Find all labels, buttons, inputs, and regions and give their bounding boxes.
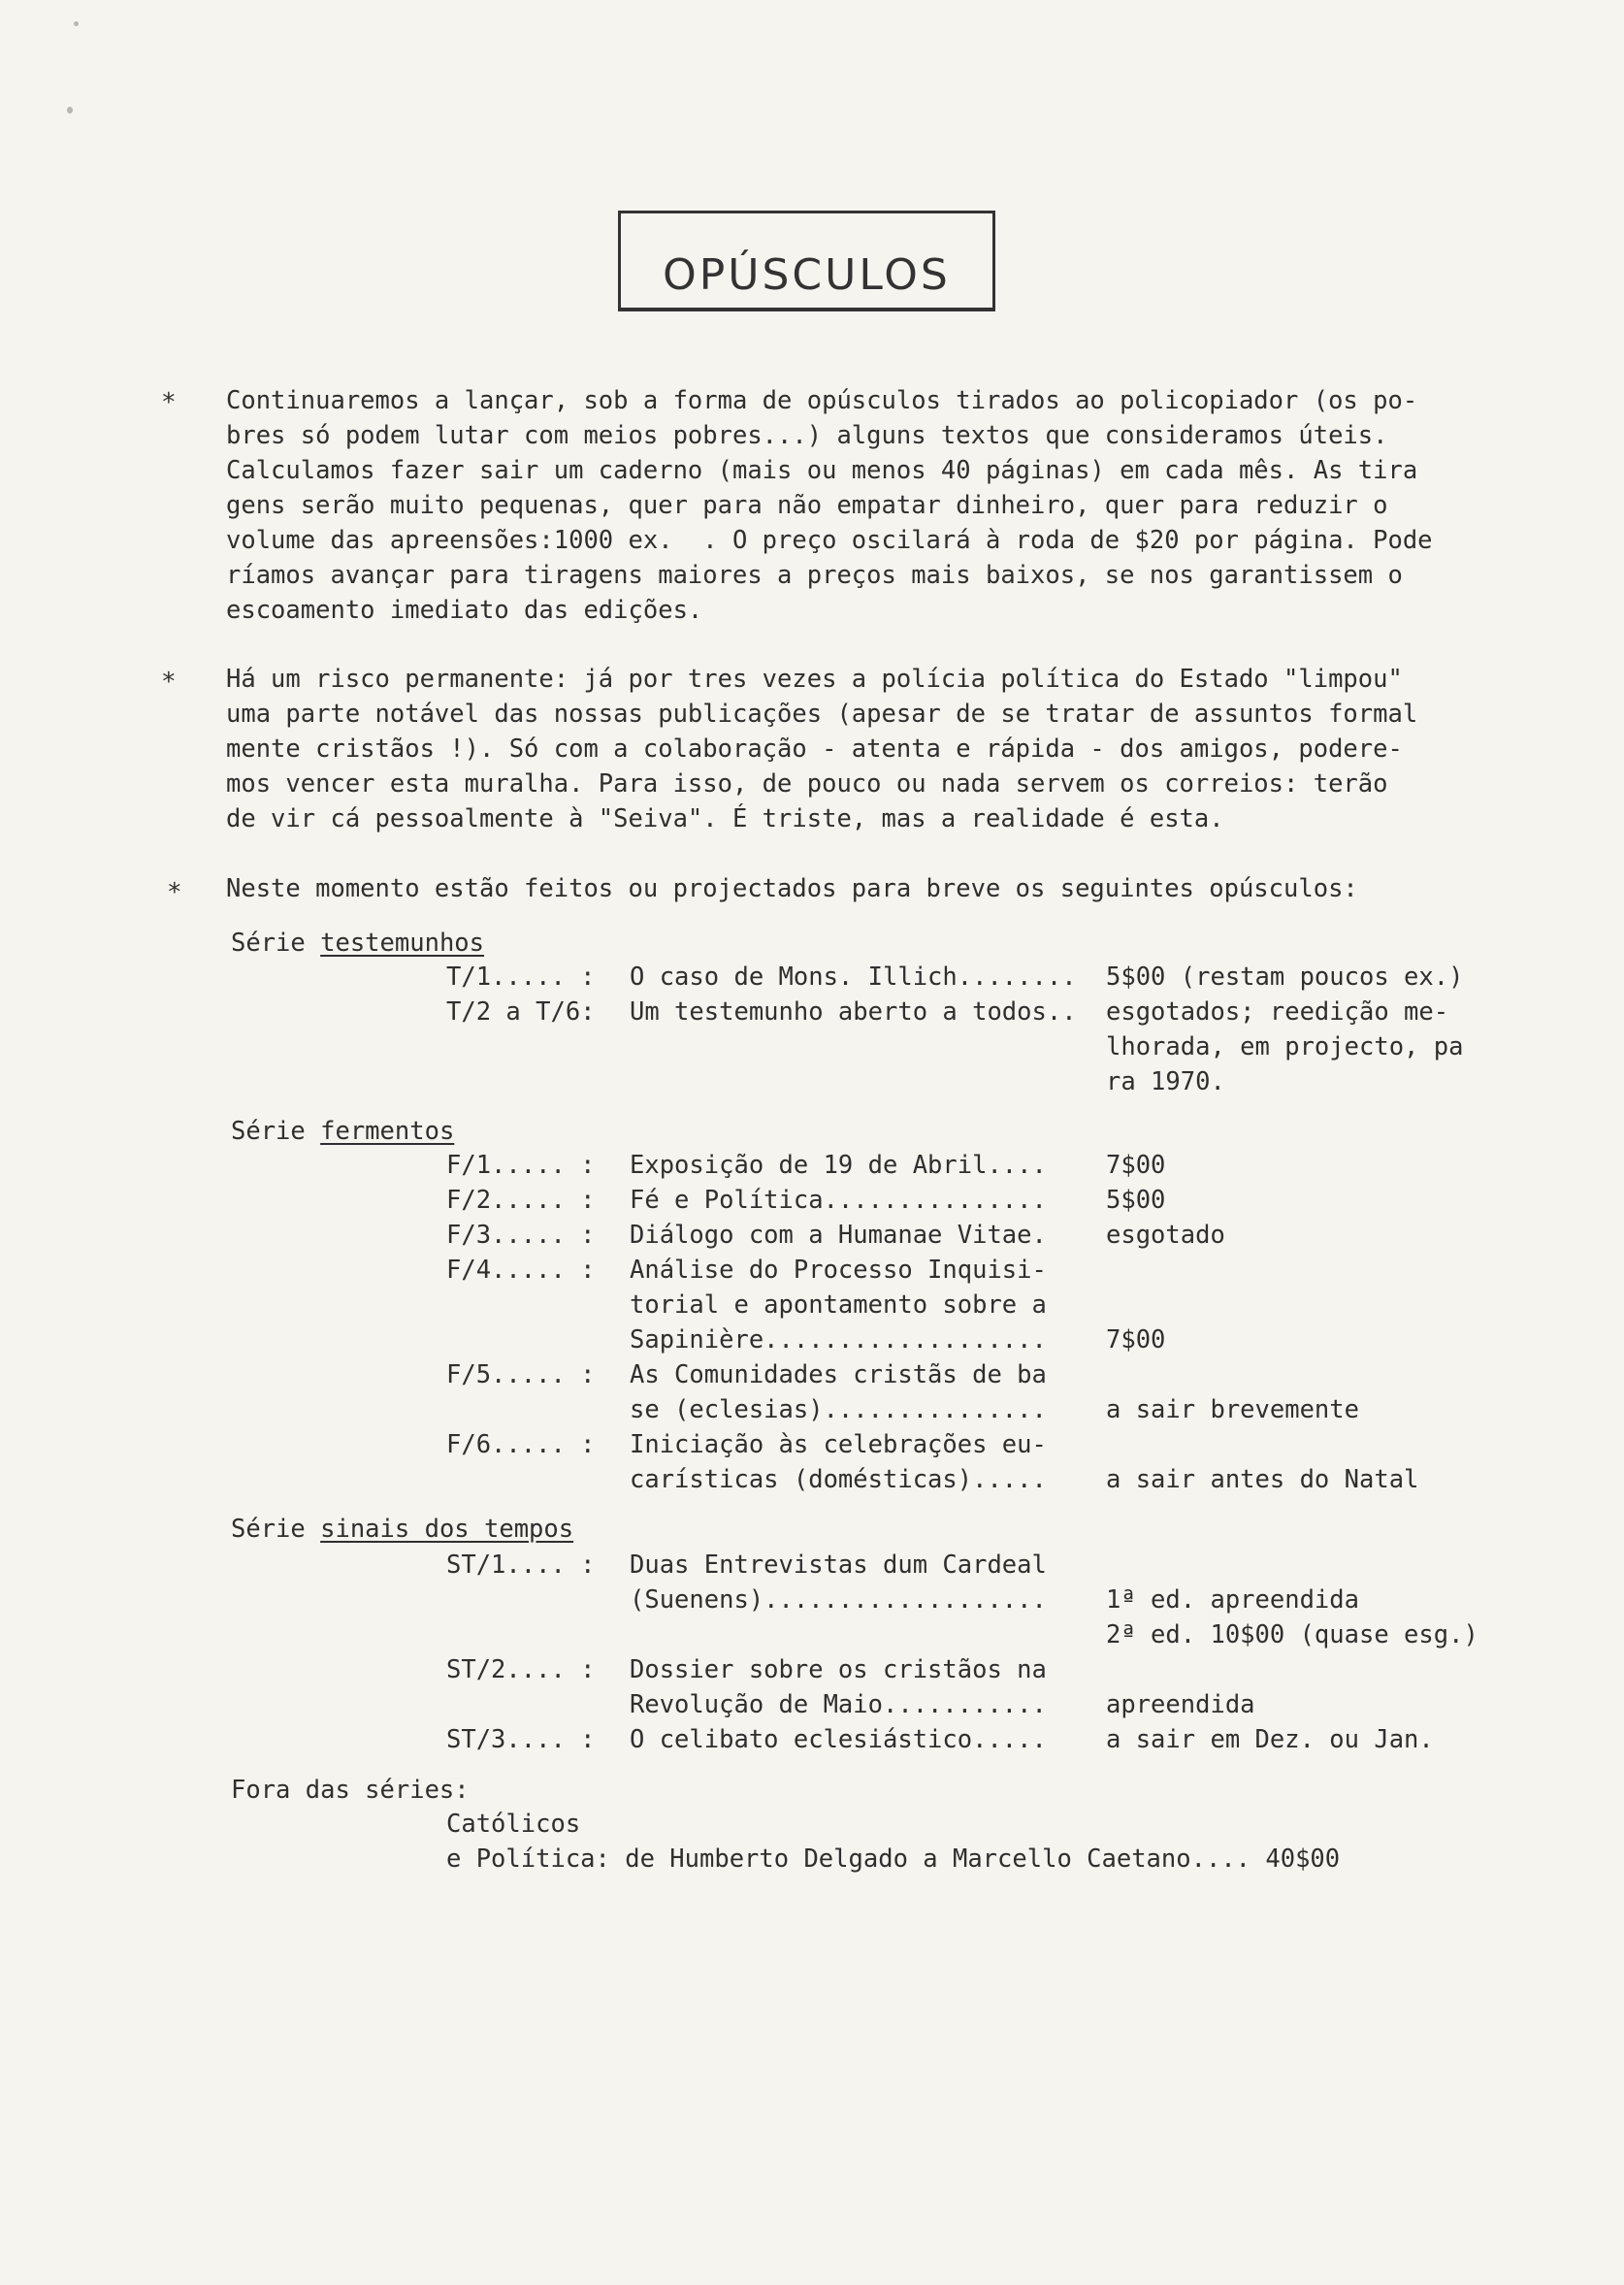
item-code: ST/2.... : — [446, 1655, 596, 1684]
item-status: 1ª ed. apreendida — [1106, 1585, 1359, 1615]
series-name: sinais dos tempos — [320, 1515, 574, 1544]
item-status: a sair antes do Natal — [1106, 1465, 1419, 1494]
series-prefix: Série — [231, 1515, 306, 1544]
page-title: OPÚSCULOS — [663, 250, 951, 300]
outside-series-label: Fora das séries: — [231, 1776, 470, 1805]
item-title: O celibato eclesiástico..... — [630, 1725, 1047, 1754]
item-title: Fé e Política............... — [630, 1186, 1047, 1215]
item-title: Duas Entrevistas dum Cardeal — [630, 1551, 1047, 1580]
bullet-star: * — [161, 388, 177, 417]
paragraph-line: Continuaremos a lançar, sob a forma de opúsculos tirados ao policopiador (os po- — [226, 386, 1418, 415]
item-code: F/5..... : — [446, 1360, 596, 1389]
item-code: F/3..... : — [446, 1221, 596, 1250]
item-status: 7$00 — [1106, 1325, 1166, 1355]
paragraph-line: de vir cá pessoalmente à "Seiva". É triste, mas a realidade é esta. — [226, 804, 1224, 833]
series-name: testemunhos — [320, 929, 485, 958]
series-prefix: Série — [231, 1117, 306, 1146]
series-heading — [231, 1512, 573, 1547]
item-title: (Suenens)................... — [630, 1585, 1047, 1615]
series-prefix: Série — [231, 929, 306, 958]
item-status: ra 1970. — [1106, 1067, 1225, 1096]
item-status: a sair brevemente — [1106, 1395, 1359, 1424]
title-box — [618, 211, 995, 311]
paragraph-line: mente cristãos !). Só com a colaboração - atenta e rápida - dos amigos, podere- — [226, 734, 1403, 764]
item-status: esgotados; reedição me- — [1106, 997, 1449, 1027]
item-status: lhorada, em projecto, pa — [1106, 1032, 1464, 1061]
item-code: ST/3.... : — [446, 1725, 596, 1754]
item-title: Sapinière................... — [630, 1325, 1047, 1355]
item-title: torial e apontamento sobre a — [630, 1290, 1047, 1320]
item-title: Dossier sobre os cristãos na — [630, 1655, 1047, 1684]
item-code: T/1..... : — [446, 963, 596, 992]
item-title: carísticas (domésticas)..... — [630, 1465, 1047, 1494]
item-status: a sair em Dez. ou Jan. — [1106, 1725, 1434, 1754]
item-code: ST/1.... : — [446, 1551, 596, 1580]
item-title: Um testemunho aberto a todos.. — [630, 997, 1077, 1027]
item-title: Revolução de Maio........... — [630, 1690, 1047, 1719]
paper-speck — [74, 21, 79, 26]
bullet-star: * — [167, 878, 182, 907]
paragraph-line: Calculamos fazer sair um caderno (mais ou menos 40 páginas) em cada mês. As tira — [226, 456, 1418, 485]
paragraph-line: volume das apreensões:1000 ex. . O preço oscilará à roda de $20 por página. Pode — [226, 526, 1433, 555]
paragraph-line: mos vencer esta muralha. Para isso, de pouco ou nada servem os correios: terão — [226, 769, 1388, 799]
paragraph-line: gens serão muito pequenas, quer para não empatar dinheiro, quer para reduzir o — [226, 491, 1388, 520]
item-status: 5$00 (restam poucos ex.) — [1106, 963, 1464, 992]
item-code: F/6..... : — [446, 1430, 596, 1459]
outside-series-line: e Política: de Humberto Delgado a Marcello Caetano.... 40$00 — [446, 1844, 1341, 1874]
item-status: 5$00 — [1106, 1186, 1166, 1215]
item-title: se (eclesias)............... — [630, 1395, 1047, 1424]
item-title: Iniciação às celebrações eu- — [630, 1430, 1047, 1459]
series-heading — [231, 926, 484, 961]
series-name: fermentos — [320, 1117, 455, 1146]
item-code: F/1..... : — [446, 1151, 596, 1180]
outside-series-line: Católicos — [446, 1810, 581, 1839]
series-heading — [231, 1114, 454, 1149]
paragraph-line: Há um risco permanente: já por tres vezes a polícia política do Estado "limpou" — [226, 665, 1403, 694]
paragraph-line: escoamento imediato das edições. — [226, 596, 703, 625]
item-code: T/2 a T/6: — [446, 997, 596, 1027]
item-title: Análise do Processo Inquisi- — [630, 1256, 1047, 1285]
paragraph-line: ríamos avançar para tiragens maiores a preços mais baixos, se nos garantissem o — [226, 561, 1403, 590]
item-title: Exposição de 19 de Abril.... — [630, 1151, 1047, 1180]
item-code: F/4..... : — [446, 1256, 596, 1285]
item-title: O caso de Mons. Illich........ — [630, 963, 1077, 992]
item-status: 7$00 — [1106, 1151, 1166, 1180]
item-code: F/2..... : — [446, 1186, 596, 1215]
item-title: Diálogo com a Humanae Vitae. — [630, 1221, 1047, 1250]
paragraph-line: bres só podem lutar com meios pobres...) alguns textos que consideramos úteis. — [226, 421, 1388, 450]
paper-speck — [67, 107, 73, 114]
item-status: esgotado — [1106, 1221, 1225, 1250]
paragraph-line: Neste momento estão feitos ou projectados para breve os seguintes opúsculos: — [226, 874, 1358, 903]
item-title: As Comunidades cristãs de ba — [630, 1360, 1047, 1389]
item-status: 2ª ed. 10$00 (quase esg.) — [1106, 1620, 1478, 1649]
bullet-star: * — [161, 668, 177, 697]
item-status: apreendida — [1106, 1690, 1255, 1719]
paragraph-line: uma parte notável das nossas publicações (apesar de se tratar de assuntos formal — [226, 700, 1418, 729]
